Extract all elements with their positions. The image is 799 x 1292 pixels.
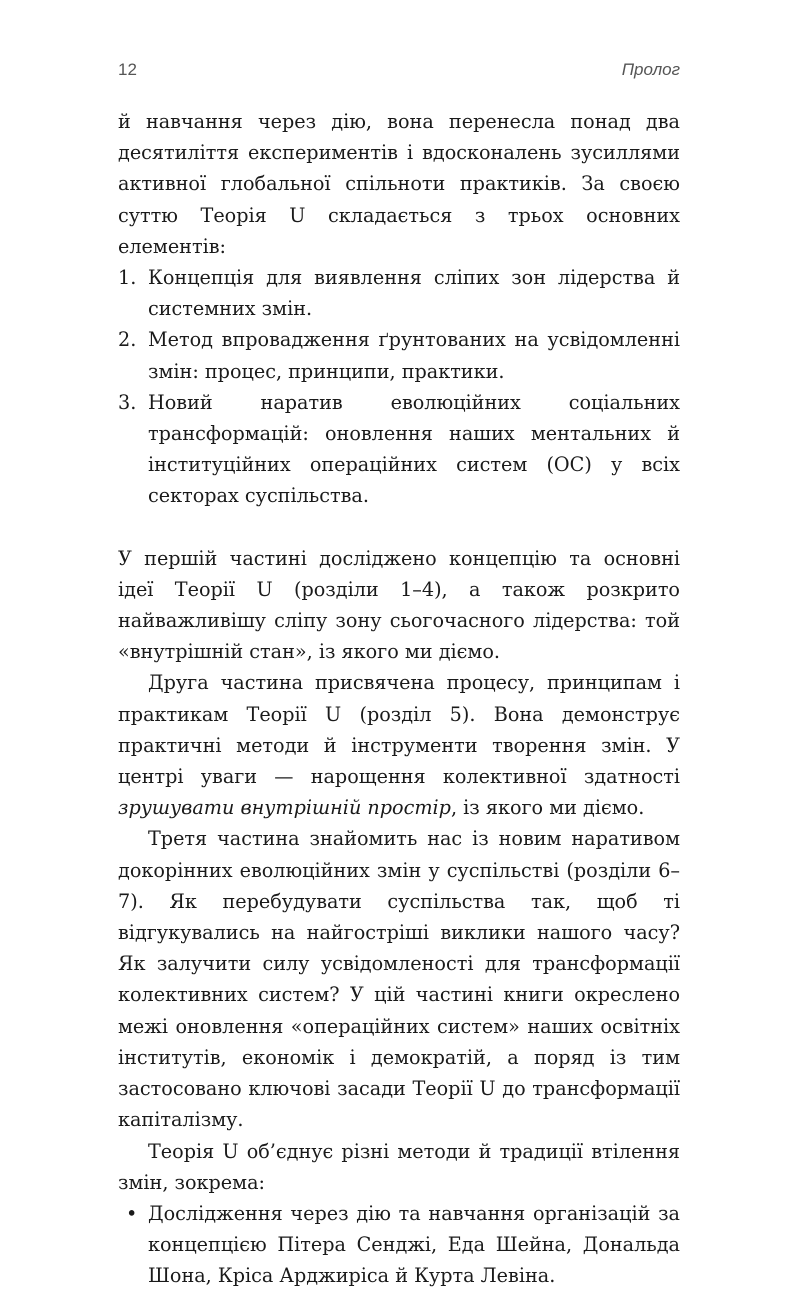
list-item [118,1198,680,1292]
list-item-text: Новий наратив еволюційних соціальних трансформацій: оновлення наших ментальних й інституційних операційних систем (ОС) у всіх секторах суспільства. [148,390,680,508]
list-item-text: Концепція для виявлення сліпих зон лідерства й системних змін. [148,266,680,321]
part2-text-start: Друга частина присвячена процесу, принципам і практикам Теорії U (розділ 5). Вона демонструє практичні методи й інструменти творення змін. У центрі уваги — нарощення колективної здатності [118,671,680,789]
methods-list [118,1198,680,1292]
intro-paragraph: й навчання через дію, вона перенесла понад два десятиліття експериментів і вдосконалень зусиллями активної глобальної спільноти практиків. За своєю суттю Теорія U складається з трьох основних елементів: [118,110,680,258]
page-header [118,56,680,86]
list-marker: 1. [118,266,137,290]
list-marker: 2. [118,328,137,352]
part2-paragraph [118,667,680,823]
part2-emphasis: зрушувати внутрішній простір [118,796,451,820]
list-item [118,324,680,386]
page-body [118,106,680,1292]
list-item-text: Метод впровадження ґрунтованих на усвідомленні змін: процес, принципи, практики. [148,328,680,383]
elements-list [118,262,680,512]
part1-paragraph: У першій частині досліджено концепцію та основні ідеї Теорії U (розділи 1–4), а також розкрито найважливішу сліпу зону сьогочасного лідерства: той «внутрішній стан», із якого ми діємо. [118,546,680,664]
list-item [118,262,680,324]
part3-paragraph: Третя частина знайомить нас із новим наративом докорінних еволюційних змін у суспільстві (розділи 6–7). Як перебудувати суспільства так, щоб ті відгукувались на найгостріші виклики нашого часу? Як залучити силу усвідомленості для трансформації колективних систем? У цій частині книги окреслено межі оновлення «операційних систем» наших освітніх інститутів, економік і демократій, а поряд із тим застосовано ключові засади Теорії U до трансформації капіталізму. [118,827,680,1132]
list-item-text: Дослідження через дію та навчання організацій за концепцією Пітера Сенджі, Еда Шейна, Дональда Шона, Кріса Арджиріса й Курта Левіна. [148,1201,680,1288]
part2-text-end: , із якого ми діємо. [450,796,645,820]
list-marker: 3. [118,390,137,414]
running-title: Пролог [621,60,680,79]
page-number: 12 [118,60,137,79]
list-item [118,387,680,512]
methods-intro-paragraph: Теорія U об’єднує різні методи й традиції втілення змін, зокрема: [118,1139,680,1194]
bullet-marker: • [126,1201,138,1225]
